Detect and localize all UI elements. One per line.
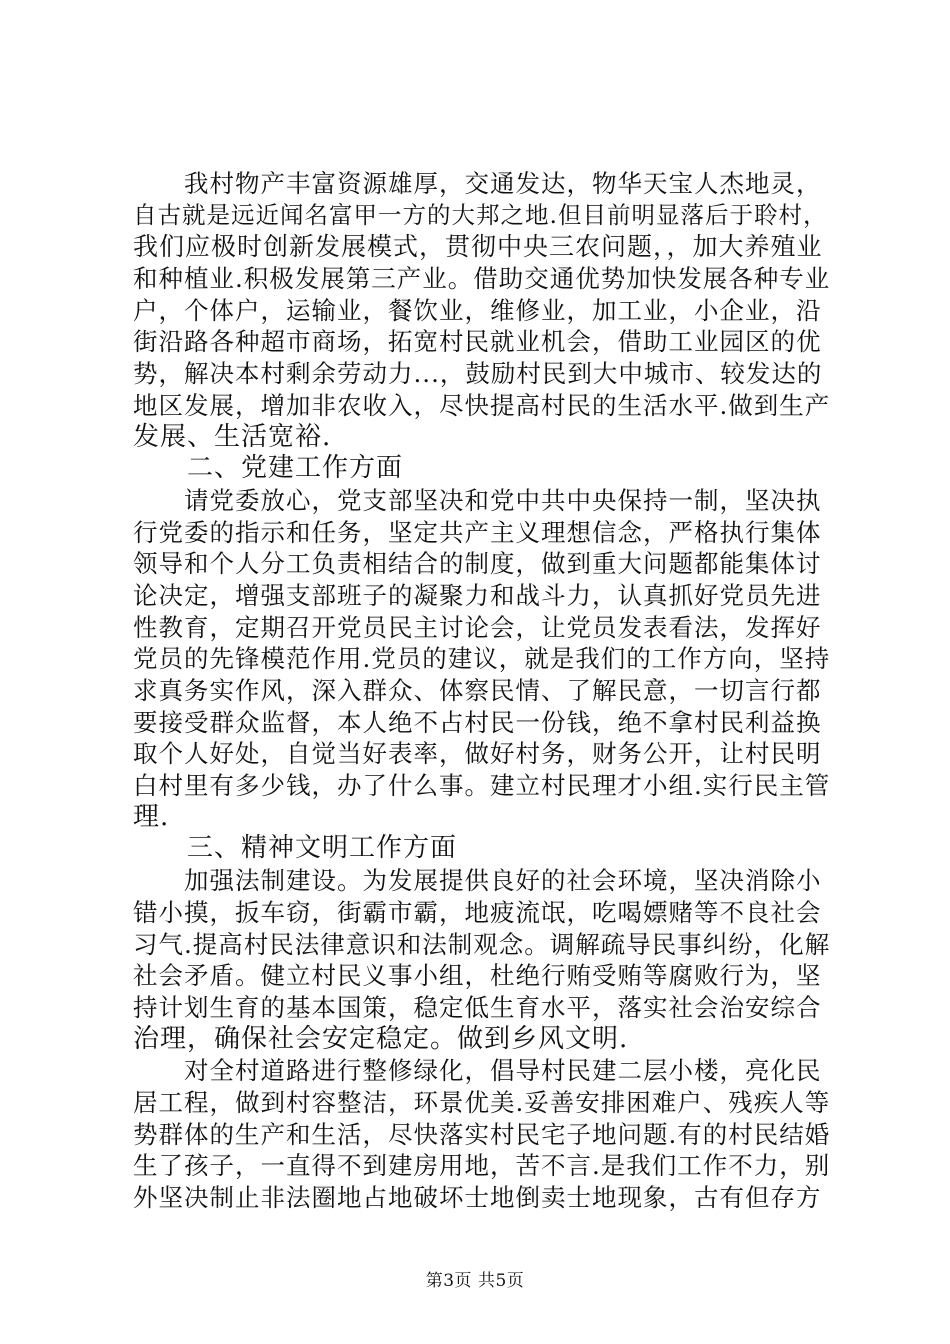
text-line: 三、精神文明工作方面 <box>133 833 458 864</box>
text-line: 街沿路各种超市商场，拓宽村民就业机会，借助工业园区的优 <box>133 327 822 357</box>
text-line: 党员的先锋模范作用.党员的建议，就是我们的工作方向，坚持 <box>133 644 831 674</box>
text-line: 习气.提高村民法律意识和法制观念。调解疏导民事纠纷，化解 <box>133 929 831 959</box>
text-line: 要接受群众监督，本人绝不占村民一份钱，绝不拿村民利益换 <box>133 707 822 737</box>
text-line: 对全村道路进行整修绿化，倡导村民建二层小楼，亮化民 <box>133 1056 822 1086</box>
text-line: 请党委放心，党支部坚决和党中共中央保持一制，坚决执 <box>133 485 822 515</box>
text-line: 我村物产丰富资源雄厚，交通发达，物华天宝人杰地灵， <box>133 169 822 198</box>
text-line: 和种植业.积极发展第三产业。借助交通优势加快发展各种专业 <box>133 264 831 294</box>
text-line: 居工程，做到村容整洁，环景优美.妥善安排困难户、残疾人等 <box>133 1087 831 1117</box>
text-line: 社会矛盾。健立村民义事小组，杜绝行贿受贿等腐败行为，坚 <box>133 961 822 991</box>
text-line: 持计划生育的基本国策，稳定低生育水平，落实社会治安综合 <box>133 992 822 1022</box>
text-line: 势，解决本村剩余劳动力...，鼓励村民到大中城市、较发达的 <box>133 359 823 389</box>
text-line: 取个人好处，自觉当好表率，做好村务，财务公开，让村民明 <box>133 739 822 769</box>
text-line: 地区发展，增加非农收入，尽快提高村民的生活水平.做到生产 <box>133 390 831 420</box>
text-line: 白村里有多少钱，办了什么事。建立村民理才小组.实行民主管 <box>133 771 831 801</box>
document-body <box>133 168 833 1214</box>
text-line: 自古就是远近闻名富甲一方的大邦之地.但目前明显落后于聆村， <box>133 200 828 229</box>
text-line: 加强法制建设。为发展提供良好的社会环境，坚决消除小 <box>133 866 822 896</box>
text-line: 理. <box>133 801 170 832</box>
text-line: 二、党建工作方面 <box>133 453 404 484</box>
text-line: 户，个体户，运输业，餐饮业，维修业，加工业，小企业，沿 <box>133 295 822 325</box>
text-line: 生了孩子，一直得不到建房用地，苦不言.是我们工作不力，别 <box>133 1151 831 1181</box>
text-line: 外坚决制止非法圈地占地破坏士地倒卖士地现象，古有但存方 <box>133 1183 822 1212</box>
text-line: 我们应极时创新发展模式，贯彻中央三农问题，，加大养殖业 <box>133 232 823 262</box>
text-line: 论决定，增强支部班子的凝聚力和战斗力，认真抓好党员先进 <box>133 580 822 610</box>
text-line: 势群体的生产和生活，尽快落实村民宅子地问题.有的村民结婚 <box>133 1119 831 1149</box>
text-line: 行党委的指示和任务，坚定共产主义理想信念，严格执行集体 <box>133 517 822 547</box>
text-line: 领导和个人分工负责相结合的制度，做到重大问题都能集体讨 <box>133 549 822 579</box>
text-line: 治理，确保社会安定稳定。做到乡风文明. <box>133 1023 629 1054</box>
text-line: 发展、生活宽裕. <box>133 421 332 452</box>
text-line: 性教育，定期召开党员民主讨论会，让党员发表看法，发挥好 <box>133 612 822 642</box>
text-line: 求真务实作风，深入群众、体察民情、了解民意，一切言行都 <box>133 676 822 705</box>
text-line: 错小摸，扳车窃，街霸市霸，地疲流氓，吃喝嫖赌等不良社会 <box>133 897 822 927</box>
page-footer: 第3页 共5页 <box>425 1271 525 1291</box>
